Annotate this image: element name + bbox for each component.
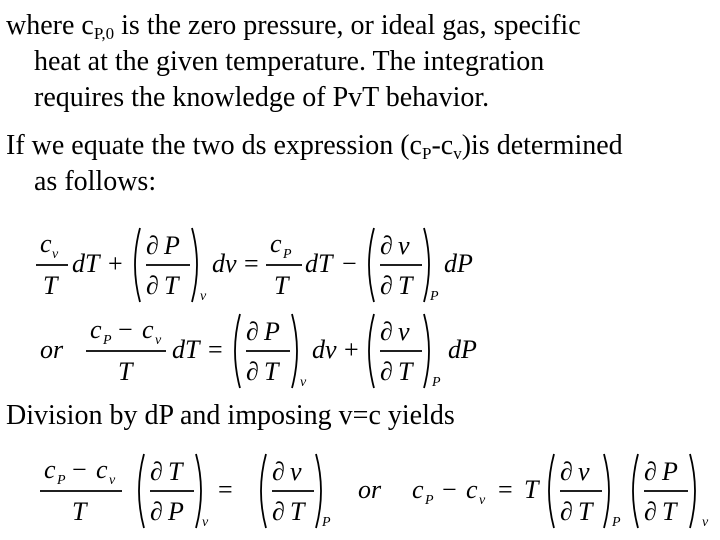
eq-symbol: T: [118, 357, 133, 386]
eq-operator: +: [108, 249, 123, 278]
eq-subscript: v: [479, 493, 486, 508]
eq-operator: =: [218, 475, 233, 504]
eq-operator: −: [72, 455, 87, 484]
eq-symbol: c: [90, 315, 102, 344]
eq-operator: =: [498, 475, 513, 504]
eq-partial: ∂: [246, 357, 259, 386]
eq-symbol: T: [578, 497, 593, 526]
eq-partial: ∂: [380, 271, 393, 300]
subscript: P,0: [93, 24, 115, 43]
eq-subscript: v: [155, 333, 162, 348]
eq-subscript: v: [202, 515, 209, 530]
eq-partial: ∂: [246, 317, 259, 346]
paragraph-equate: [6, 128, 718, 200]
eq-symbol: c: [44, 455, 56, 484]
text-fragment: If we equate the two ds expression (c: [6, 130, 422, 161]
eq-word-or: or: [358, 475, 382, 504]
eq-symbol: T: [662, 497, 677, 526]
eq-symbol: c: [466, 475, 478, 504]
eq-symbol: T: [168, 457, 183, 486]
text-fragment: Division by dP and imposing v=c yields: [6, 400, 455, 431]
eq-operator: −: [118, 315, 133, 344]
eq-subscript: P: [425, 493, 434, 508]
eq-operator: +: [344, 335, 359, 364]
eq-symbol: c: [412, 475, 424, 504]
eq-partial: ∂: [560, 497, 573, 526]
eq-partial: ∂: [146, 271, 159, 300]
eq-subscript: P: [612, 515, 621, 530]
eq-symbol: T: [398, 271, 413, 300]
text-line: heat at the given temperature. The integration: [34, 46, 545, 77]
eq-subscript: P: [57, 473, 66, 488]
eq-term: dP: [448, 335, 477, 364]
paragraph-division: [6, 398, 718, 434]
eq-subscript: P: [283, 247, 292, 262]
subscript: P: [421, 144, 432, 163]
equation-1: [0, 222, 720, 302]
text-fragment: where c: [6, 10, 94, 41]
eq-partial: ∂: [644, 457, 657, 486]
eq-symbol: v: [290, 457, 302, 486]
text-fragment: T behavior.: [362, 82, 490, 113]
eq-symbol: T: [274, 271, 289, 300]
paragraph-ideal-gas: [6, 8, 718, 116]
eq-symbol: v: [398, 231, 410, 260]
text-line: [6, 80, 718, 116]
eq-term: dT: [172, 335, 200, 364]
eq-subscript: v: [300, 375, 307, 390]
eq-symbol: T: [264, 357, 279, 386]
text-line: as follows:: [34, 166, 157, 197]
text-fragment: requires the knowledge of Pv: [34, 82, 363, 113]
eq-partial: ∂: [380, 357, 393, 386]
text-fragment: )is determined: [461, 130, 623, 161]
eq-symbol: v: [398, 317, 410, 346]
equation-2: [0, 308, 720, 388]
text-fragment: -c: [431, 130, 454, 161]
eq-subscript: v: [702, 515, 709, 530]
eq-term: dT: [305, 249, 333, 278]
eq-symbol: P: [168, 497, 184, 526]
eq-symbol: P: [164, 231, 180, 260]
eq-partial: ∂: [272, 497, 285, 526]
eq-operator: −: [442, 475, 457, 504]
subscript: v: [453, 144, 462, 163]
eq-word-or: or: [40, 335, 64, 364]
eq-partial: ∂: [150, 457, 163, 486]
eq-subscript: v: [200, 289, 207, 304]
eq-subscript: P: [432, 375, 441, 390]
eq-subscript: P: [103, 333, 112, 348]
eq-symbol: T: [43, 271, 58, 300]
equation-3: [0, 450, 720, 530]
eq-symbol: T: [164, 271, 179, 300]
eq-subscript: P: [430, 289, 439, 304]
eq-symbol: c: [96, 455, 108, 484]
eq-symbol: T: [290, 497, 305, 526]
eq-partial: ∂: [560, 457, 573, 486]
eq-symbol: v: [578, 457, 590, 486]
eq-operator: =: [208, 335, 223, 364]
eq-symbol: T: [72, 497, 87, 526]
eq-partial: ∂: [146, 231, 159, 260]
text-fragment: is the zero pressure, or ideal gas, specific: [114, 10, 581, 41]
eq-symbol: T: [524, 475, 539, 504]
eq-partial: ∂: [380, 231, 393, 260]
eq-subscript: v: [52, 247, 59, 262]
eq-operator: =: [244, 249, 259, 278]
eq-symbol: c: [40, 229, 52, 258]
eq-subscript: v: [109, 473, 116, 488]
eq-symbol: P: [662, 457, 678, 486]
eq-symbol: P: [264, 317, 280, 346]
eq-symbol: T: [398, 357, 413, 386]
eq-partial: ∂: [150, 497, 163, 526]
eq-term: dP: [444, 249, 473, 278]
eq-partial: ∂: [272, 457, 285, 486]
eq-symbol: c: [142, 315, 154, 344]
eq-subscript: P: [322, 515, 331, 530]
eq-partial: ∂: [380, 317, 393, 346]
eq-operator: −: [342, 249, 357, 278]
eq-term: dv: [312, 335, 337, 364]
eq-partial: ∂: [644, 497, 657, 526]
eq-symbol: c: [270, 229, 282, 258]
eq-term: dv: [212, 249, 237, 278]
eq-term: dT: [72, 249, 100, 278]
